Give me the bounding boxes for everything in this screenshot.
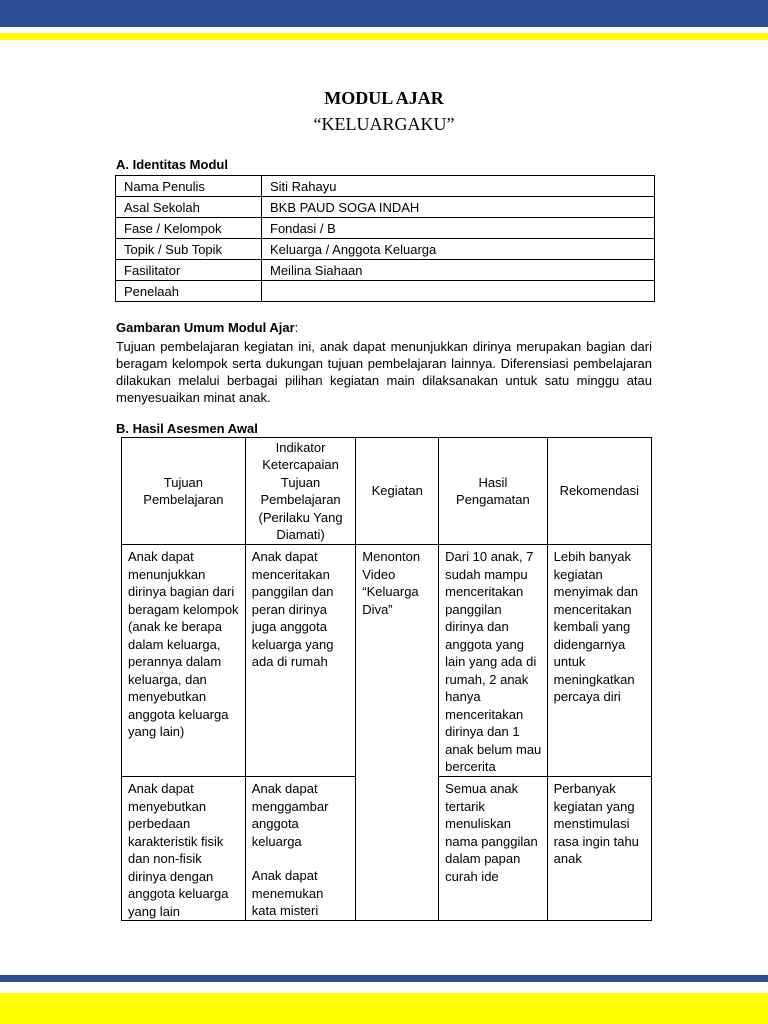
value-cell: Keluarga / Anggota Keluarga bbox=[262, 239, 655, 260]
document-title: MODUL AJAR bbox=[324, 88, 444, 108]
table-row bbox=[116, 281, 655, 302]
gambaran-paragraph: Tujuan pembelajaran kegiatan ini, anak dapat menunjukkan dirinya merupakan bagian dari beragam kelompok serta dukungan tujuan pembelajaran lainnya. Diferensiasi pembelajaran dilakukan melalui berbagai pilihan kegiatan main dilaksanakan untuk satu minggu atau menyesuaikan minat anak. bbox=[116, 339, 652, 405]
table-row bbox=[116, 239, 655, 260]
label-cell: Fasilitator bbox=[116, 260, 262, 281]
label-cell: Nama Penulis bbox=[116, 176, 262, 197]
indikator-cell bbox=[245, 777, 356, 921]
value-cell: Siti Rahayu bbox=[262, 176, 655, 197]
header-yellow-band bbox=[0, 33, 768, 40]
rekomendasi-cell: Perbanyak kegiatan yang menstimulasi rasa ingin tahu anak bbox=[547, 777, 651, 921]
table-row bbox=[116, 176, 655, 197]
label-cell: Penelaah bbox=[116, 281, 262, 302]
table-row bbox=[122, 545, 652, 777]
section-a-heading: A. Identitas Modul bbox=[116, 157, 228, 172]
identitas-table bbox=[115, 175, 655, 302]
label-cell: Topik / Sub Topik bbox=[116, 239, 262, 260]
hasil-cell: Dari 10 anak, 7 sudah mampu menceritakan panggilan dirinya dan anggota yang lain yang ada di rumah, 2 anak hanya menceritakan dirinya dan 1 anak belum mau bercerita bbox=[439, 545, 547, 777]
header-blue-band bbox=[0, 0, 768, 27]
tujuan-cell bbox=[122, 545, 246, 777]
spacer bbox=[252, 850, 351, 867]
table-row bbox=[116, 197, 655, 218]
footer-yellow-band bbox=[0, 993, 768, 1024]
asesmen-table bbox=[121, 437, 652, 921]
indikator-text-part1: Anak dapat menggambar anggota keluarga bbox=[251, 781, 329, 849]
footer-blue-band bbox=[0, 975, 768, 982]
value-cell: Meilina Siahaan bbox=[262, 260, 655, 281]
header-tujuan: Tujuan Pembelajaran bbox=[122, 438, 246, 545]
header-rekomendasi: Rekomendasi bbox=[547, 438, 651, 545]
document-subtitle: “KELUARGAKU” bbox=[313, 114, 455, 134]
label-cell: Asal Sekolah bbox=[116, 197, 262, 218]
label-cell: Fase / Kelompok bbox=[116, 218, 262, 239]
table-header-row bbox=[122, 438, 652, 545]
tujuan-cell: Anak dapat menyebutkan perbedaan karakteristik fisik dan non-fisik dirinya dengan anggota keluarga yang lain bbox=[122, 777, 246, 921]
header-hasil: Hasil Pengamatan bbox=[439, 438, 547, 545]
table-row bbox=[116, 218, 655, 239]
gambaran-heading-text: Gambaran Umum Modul Ajar bbox=[116, 320, 295, 335]
section-b-heading: B. Hasil Asesmen Awal bbox=[116, 421, 258, 436]
indikator-text-part2: Anak dapat menemukan kata misteri bbox=[251, 868, 324, 918]
gambaran-heading-colon: : bbox=[294, 320, 299, 335]
hasil-cell: Semua anak tertarik menuliskan nama panggilan dalam papan curah ide bbox=[439, 777, 547, 921]
indikator-cell: Anak dapat menceritakan panggilan dan peran dirinya juga anggota keluarga yang ada di rumah bbox=[245, 545, 356, 777]
value-cell bbox=[262, 281, 655, 302]
kegiatan-cell: Menonton Video “Keluarga Diva” bbox=[356, 545, 439, 921]
tujuan-text-part1: Anak dapat menunjukkan dirinya bagian dari beragam kelompok (anak ke berapa dalam keluarga, perannya dalam bbox=[128, 549, 239, 669]
table-row bbox=[116, 260, 655, 281]
header-indikator: Indikator Ketercapaian Tujuan Pembelajaran (Perilaku Yang Diamati) bbox=[245, 438, 356, 545]
value-cell: BKB PAUD SOGA INDAH bbox=[262, 197, 655, 218]
rekomendasi-cell: Lebih banyak kegiatan menyimak dan menceritakan kembali yang didengarnya untuk meningkatkan percaya diri bbox=[547, 545, 651, 777]
tujuan-text-part2: keluarga, dan menyebutkan anggota keluarga yang lain) bbox=[128, 671, 229, 739]
value-cell: Fondasi / B bbox=[262, 218, 655, 239]
header-kegiatan: Kegiatan bbox=[356, 438, 439, 545]
gambaran-heading bbox=[116, 320, 298, 335]
